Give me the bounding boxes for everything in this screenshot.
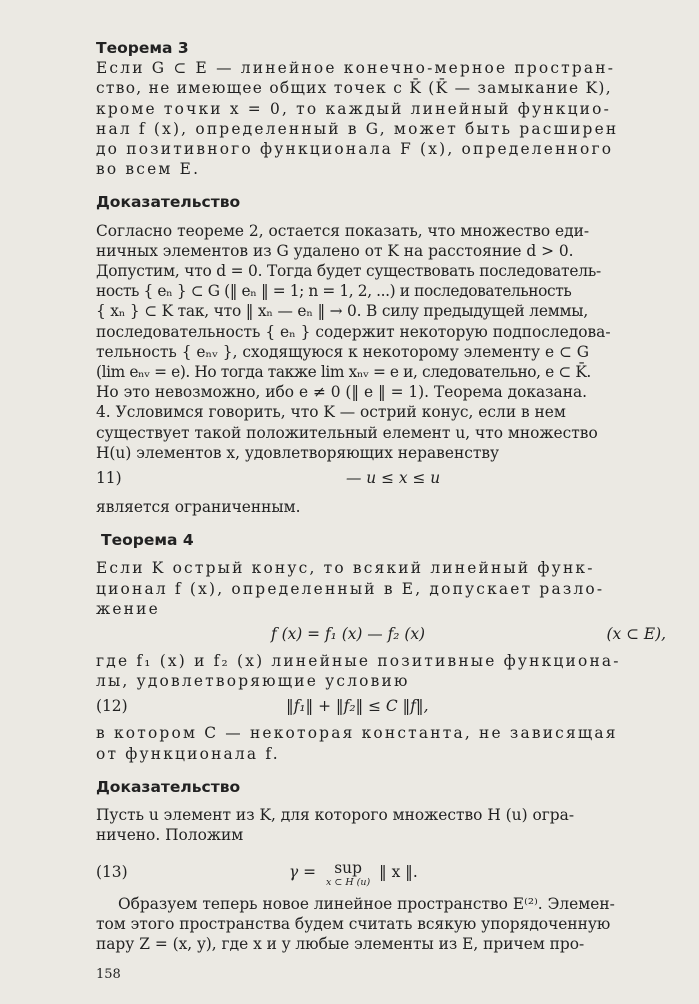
equation-rhs: ‖ x ‖. [379, 862, 418, 881]
equation-12 [96, 691, 666, 723]
proof-1-line: последовательность { eₙ } содержит некоторую подпоследова- [96, 322, 611, 341]
final-line: том этого пространства будем считать всякую упорядоченную [96, 914, 611, 933]
equation-sup [326, 858, 370, 888]
theorem-4-line: ционал f (x), определенный в E, допускает разло- [96, 579, 605, 598]
equation-13 [96, 846, 666, 894]
proof-2-line: Пусть u элемент из K, для которого множество H (u) огра- [96, 806, 575, 825]
paragraph-text: лы, удовлетворяющие условию [96, 672, 410, 691]
paragraph-4-line: H(u) элементов x, удовлетворяющих неравенству [96, 443, 500, 462]
equation-number: 11) [96, 469, 122, 488]
theorem-3-line: нал f (x), определенный в G, может быть расширен [96, 119, 619, 138]
paragraph-text: в котором C — некоторая константа, не зависящая [96, 724, 618, 743]
proof-1-line: Допустим, что d = 0. Тогда будет существовать последователь- [96, 262, 602, 281]
proof-1-line: ничных элементов из G удалено от K на расстояние d > 0. [96, 241, 574, 260]
page-content [96, 38, 666, 954]
page-number: 158 [96, 967, 121, 982]
proof-1-line: Согласно теореме 2, остается показать, что множество еди- [96, 221, 590, 240]
proof-1-line: (lim eₙᵥ = e). Но тогда также lim xₙᵥ = e и, следовательно, e ⊂ K̄. [96, 363, 591, 382]
paragraph-text: где f₁ (x) и f₂ (x) линейные позитивные функциона- [96, 652, 621, 671]
theorem-3-line: Если G ⊂ E — линейное конечно-мерное простран- [96, 59, 616, 78]
final-line: пару Z = (x, y), где x и y любые элементы из E, причем про- [96, 934, 585, 953]
proof-1-line: { xₙ } ⊂ K так, что ‖ xₙ — eₙ ‖ → 0. В силу предыдущей леммы, [96, 302, 589, 321]
sup-operator: sup [334, 858, 362, 877]
paragraph-4-line: существует такой положительный елемент u, что множество [96, 423, 598, 442]
theorem-3-line: кроме точки x = 0, то каждый линейный функцио- [96, 99, 611, 118]
equation-11 [96, 463, 666, 497]
proof-2-line: ничено. Положим [96, 826, 244, 845]
theorem-4-title: Теорема 4 [101, 531, 194, 550]
equation-decomposition [96, 619, 666, 651]
proof-1-title: Доказательство [96, 193, 241, 212]
theorem-3-line: во всем E. [96, 160, 201, 179]
equation-number: (12) [96, 697, 128, 716]
equation-body: ‖f₁‖ + ‖f₂‖ ≤ C ‖f‖, [286, 697, 429, 716]
equation-body: f (x) = f₁ (x) — f₂ (x) [271, 625, 426, 644]
paragraph-text: от функционала f. [96, 744, 280, 763]
theorem-3-title: Теорема 3 [96, 39, 189, 57]
theorem-3-line: ство, не имеющее общих точек с K̄ (K̄ — замыкание K), [96, 79, 612, 98]
proof-2-title: Доказательство [96, 777, 241, 796]
proof-1-line: ность { eₙ } ⊂ G (‖ eₙ ‖ = 1; n = 1, 2, ...) и последовательность [96, 282, 572, 301]
equation-lhs: γ = [289, 862, 316, 881]
theorem-3-line: до позитивного функционала F (x), определенного [96, 140, 614, 159]
final-line: Образуем теперь новое линейное пространство E⁽²⁾. Элемен- [118, 894, 615, 913]
paragraph-4-line: 4. Условимся говорить, что K — острий конус, если в нем [96, 403, 566, 422]
proof-1-line: Но это невозможно, ибо e ≠ 0 (‖ e ‖ = 1). Теорема доказана. [96, 383, 588, 402]
paragraph-text: является ограниченным. [96, 498, 301, 517]
equation-body: — u ≤ x ≤ u [346, 469, 441, 488]
proof-1-line: тельность { eₙᵥ }, сходящуюся к некоторому элементу e ⊂ G [96, 342, 590, 361]
sup-subscript: x ⊂ H (u) [326, 876, 371, 888]
equation-number: (13) [96, 862, 128, 881]
theorem-4-line: жение [96, 599, 160, 618]
theorem-4-line: Если K острый конус, то всякий линейный функ- [96, 559, 595, 578]
equation-condition: (x ⊂ E), [606, 625, 666, 644]
